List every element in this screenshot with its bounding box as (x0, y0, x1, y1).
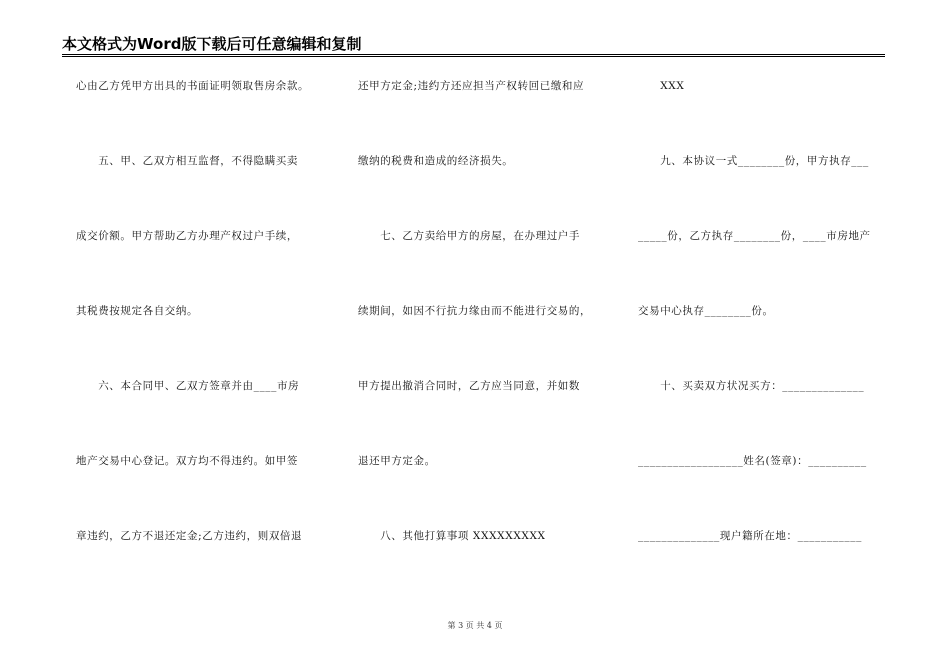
text-line: 五、甲、乙双方相互监督，不得隐瞒买卖 (76, 155, 298, 167)
text-line: 七、乙方卖给甲方的房屋，在办理过户手 (358, 230, 580, 242)
document-header-title: 本文格式为Word版下载后可任意编辑和复制 (62, 35, 362, 53)
text-line: 九、本协议一式________份，甲方执存___ (638, 155, 869, 167)
text-line: 十、买卖双方状况买方：______________ (638, 380, 865, 392)
header-rule-bottom (62, 56, 885, 57)
text-line: 退还甲方定金。 (358, 455, 436, 467)
text-line: 还甲方定金;违约方还应担当产权转回已缴和应 (358, 80, 585, 92)
text-line: __________________姓名(签章)：__________ (638, 455, 867, 467)
text-line: XXX (638, 80, 685, 92)
text-line: 八、其他打算事项 XXXXXXXXX (358, 530, 546, 542)
text-line: 缴纳的税费和造成的经济损失。 (358, 155, 514, 167)
text-line: 心由乙方凭甲方出具的书面证明领取售房余款。 (76, 80, 310, 92)
text-line: 成交价额。甲方帮助乙方办理产权过户手续， (76, 230, 298, 242)
header-rule-top (62, 54, 885, 55)
text-line: 续期间，如因不行抗力缘由而不能进行交易的， (358, 305, 592, 317)
text-line: 其税费按规定各自交纳。 (76, 305, 199, 317)
text-line: 地产交易中心登记。双方均不得违约。如甲签 (76, 455, 298, 467)
text-line: _____份，乙方执存________份，____市房地产 (638, 230, 871, 242)
text-line: 交易中心执存________份。 (638, 305, 774, 317)
text-line: 章违约，乙方不退还定金;乙方违约，则双倍退 (76, 530, 303, 542)
page-number: 第 3 页 共 4 页 (447, 621, 503, 630)
text-line: 六、本合同甲、乙双方签章并由____市房 (76, 380, 300, 392)
text-line: ______________现户籍所在地：___________ (638, 530, 862, 542)
text-line: 甲方提出撤消合同时，乙方应当同意，并如数 (358, 380, 580, 392)
